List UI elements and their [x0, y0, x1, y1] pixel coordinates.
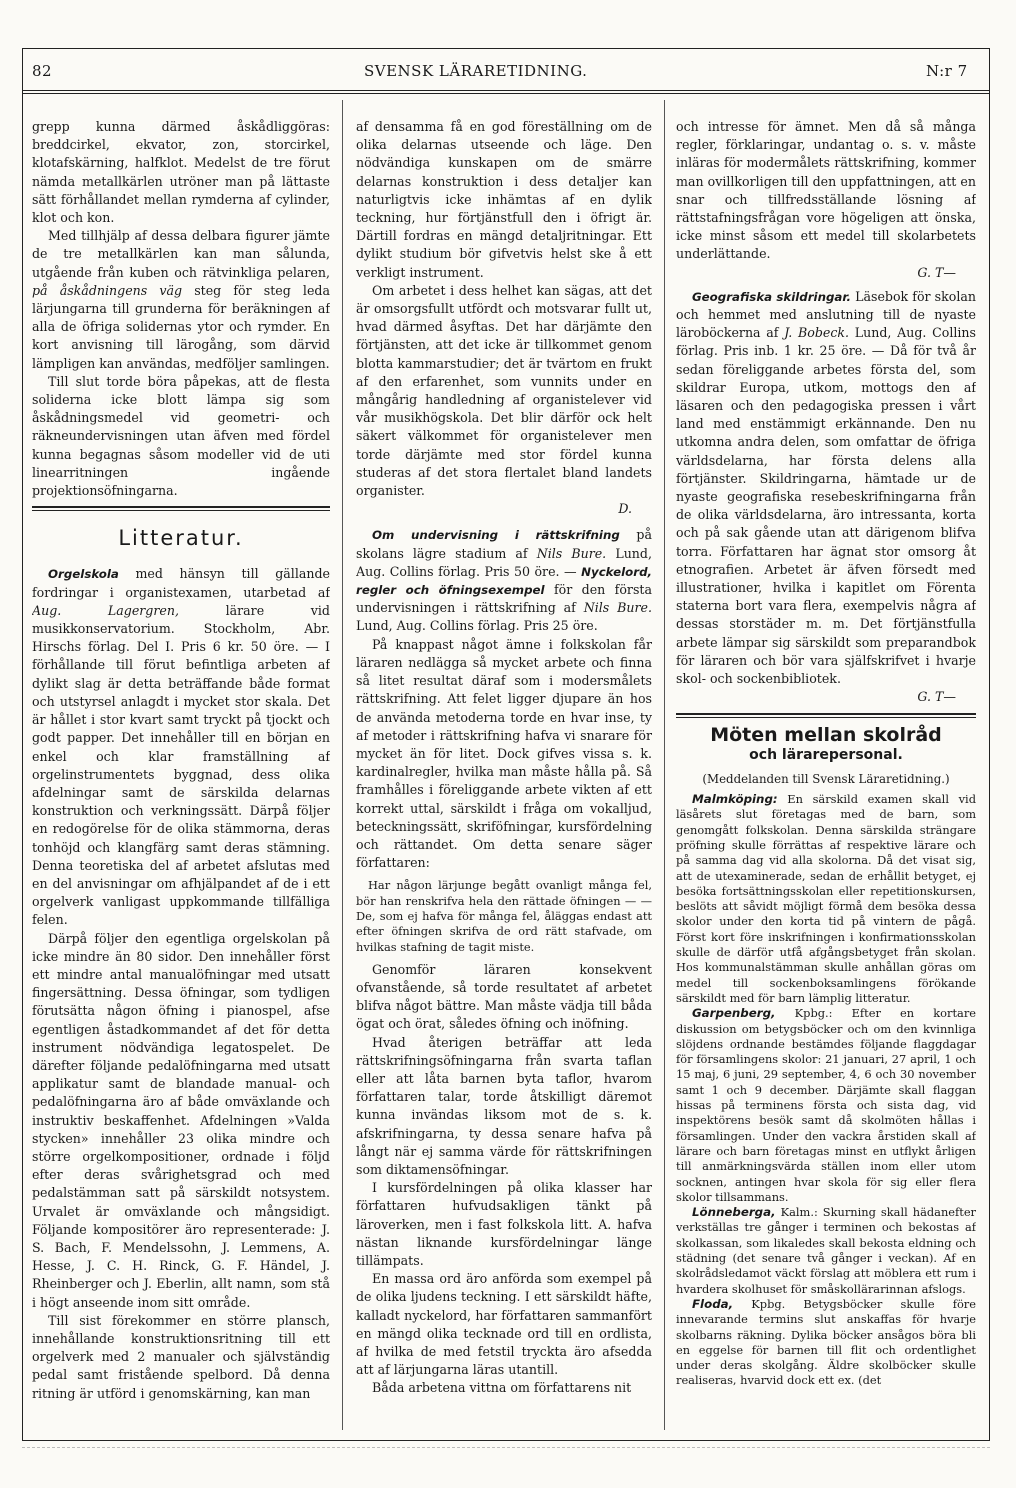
- quotation: Har någon lärjunge begått ovanligt många fel, bör han renskrifva hela den rättade öfningen — — De, som ej hafva för många fel, åläggas endast att efter öfningen skrifva de ord rätt stafvade, om hvilkas stafning de tagit miste.: [356, 878, 652, 954]
- paragraph: I kursfördelningen på olika klasser har författaren hufvudsakligen tänkt på läroverken, men i fast folkskola litt. A. hafva nästan liknande kursfördelningar länge tillämpats.: [356, 1180, 652, 1269]
- header-rule-2: [22, 93, 990, 94]
- bottom-perforation: [22, 1447, 990, 1448]
- section-divider: [32, 506, 330, 508]
- paragraph: af densamma få en god föreställning om de olika delarnas utseende och läge. Den nödvändiga kunskapen om de smärre delarnas konstruktion i dess detaljer kan naturligtvis icke inhämtas af en dylik teckning, hur förtjänstfull den i öfrigt är. Därtill fordras en mängd detaljritningar. Ett dylikt studium bör gifvetvis helst ske å ett verkligt instrument.: [356, 119, 652, 280]
- paragraph: Till sist förekommer en större plansch, innehållande konstruktionsritning till ett orgelverk med 2 manualer och självständig pedal samt fristående spelbord. Då denna ritning är utförd i genomskärning, kan man: [32, 1312, 330, 1401]
- signature: D.: [618, 501, 632, 517]
- journal-title: SVENSK LÄRARETIDNING.: [364, 62, 588, 80]
- paragraph: Därpå följer den egentliga orgelskolan på icke mindre än 80 sidor. Den innehåller först ett mindre antal manualöfningar med utsatt fingersättning. Dessa öfningar, som tydligen förutsätta någon öfning i pianospel, afse egentligen åstadkommandet af det för detta instrument nödvändiga legatospelet. De därefter följande pedalöfningarna med utsatt applikatur samt de blandade manual- och pedalöfningarna äro af både omväxlande och instruktiv beskaffenhet. Afdelningen »Valda stycken» innehåller 23 olika mindre och större orgelkompositioner, ordnade i följd efter deras svårighetsgrad och med pedalstämman satt på särskildt notsystem. Urvalet är omväxlande och mångsidigt. Följande kompositörer äro representerade: J. S. Bach, F. Mendelssohn, J. Lemmens, A. Hesse, J. C. H. Rinck, G. F. Händel, J. Rheinberger och J. Eberlin, allt namn, som stå i högt anseende inom sitt område.: [32, 930, 330, 1310]
- notice-lonneberga: Lönneberga, Kalm.: Skurning skall hädanefter verkställas tre gånger i terminen och bekostas af skolkassan, som likaledes skall bekosta eldning och städning (det senare två gånger i veckan). Af en skolrådsledamot väckt förslag att möblera ett rum i hvardera skolhuset för småskollärarinnan afslogs.: [676, 1205, 976, 1296]
- column-rule-1: [342, 100, 343, 1430]
- section-subtitle: och lärarepersonal.: [749, 746, 903, 763]
- review-geografiska: Geografiska skildringar. Läsebok för skolan och hemmet med anslutning till de nyaste läroböckerna af J. Bobeck. Lund, Aug. Collins förlag. Pris inb. 1 kr. 25 öre. — Då för två år sedan föreliggande arbetes första del, som skildrar Europa, utkom, mottogs den af läsaren och den pedagogiska pressen i vårt land med enstämmigt erkännande. Den nu utkomna andra delen, som omfattar de öfriga världsdelarna, har första delens alla förtjänster. Skildringarna, hämtade ur de nyaste geografiska resebeskrifningarna från de olika världsdelarna, äro intressanta, korta och på sak gående utan att därigenom blifva torra. Författaren har ägnat stor omsorg åt etnografien. Arbetet är äfven försedt med illustrationer, hvilka i kapitlet om Förenta staterna bort vara flera, exempelvis några af dessas storstäder m. m. Det förtjänstfulla arbete lämpar sig särskildt som preparandbok för läraren och bör vara själfskrifvet i hvarje skol- och sockenbibliotek.: [676, 288, 976, 687]
- page-frame-bottom: [22, 1440, 990, 1441]
- section-note: (Meddelanden till Svensk Läraretidning.): [702, 771, 950, 786]
- notice-garpenberg: Garpenberg, Kpbg.: Efter en kortare diskussion om betygsböcker och om den kvinnliga slöjdens ordnande bestämdes följande flaggdagar för församlingens skolor: 21 januari, 27 april, 1 och 15 maj, 6 juni, 29 september, 4, 6 och 30 november samt 1 och 9 december. Därjämte skall flaggan hissas på terminens första och sista dag, vid inspektörens besök samt då skolmöten hållas i församlingen. Under den vackra årstiden skall af lärare och barn företagas minst en utflykt årligen till anmärkningsvärda ställen inom eller utom socknen, antingen hvar skola för sig eller flera skolor tillsammans.: [676, 1006, 976, 1204]
- header-rule: [22, 90, 990, 91]
- paragraph: Hvad återigen beträffar att leda rättskrifningsöfningarna från svarta taflan eller att låta barnen byta taflor, hvarom författaren talar, torde åtskilligt däremot kunna invändas liksom mot de s. k. afskrifningarna, ty dessa senare hafva på långt när ej samma värde för rättskrifningen som diktamensöfningar.: [356, 1034, 652, 1178]
- section-title-litteratur: Litteratur.: [118, 526, 244, 551]
- signature: G. T—: [917, 264, 956, 280]
- section-divider-thin: [676, 717, 976, 718]
- column-rule-2: [664, 100, 665, 1430]
- paragraph: grepp kunna därmed åskådliggöras: breddcirkel, ekvator, zon, storcirkel, klotafskärning, halfklot. Medelst de tre förut nämda metallkärlen utröner man på lättaste sätt förhållandet mellan rymderna af cylinder, klot och kon.: [32, 119, 330, 226]
- section-title-moten: Möten mellan skolråd: [710, 723, 942, 746]
- paragraph: Till slut torde böra påpekas, att de flesta soliderna icke blott lämpa sig som åskådningsmedel vid geometri- och räkneundervisningen utan äfven med fördel kunna begagnas såsom modeller vid de uti linearritningen ingående projektionsöfningarna.: [32, 373, 330, 499]
- paragraph: Med tillhjälp af dessa delbara figurer jämte de tre metallkärlen kan man sålunda, utgående från kuben och rätvinkliga pelaren, på åskådningens väg steg för steg leda lärjungarna till grunderna för beräkningen af alla de öfriga solidernas ytor och rymder. En kort anvisning till lärogång, som därvid lämpligen kan användas, medföljer samlingen.: [32, 228, 330, 371]
- column-3: [676, 118, 976, 1428]
- review-orgelskola: Orgelskola med hänsyn till gällande fordringar i organistexamen, utarbetad af Aug. Lagergren, lärare vid musikkonservatorium. Stockholm, Abr. Hirschs förlag. Del I. Pris 6 kr. 50 öre. — I förhållande till förut befintliga arbeten af dylikt slag är detta beträffande både format och utstyrsel anlagdt i mycket stor skala. Det är hållet i stor kvart samt tryckt på tjockt och godt papper. Det innehåller till en början en enkel och klar framställning af orgelinstrumentets byggnad, dess olika afdelningar samt de särskilda delarnas konstruktion och verkningssätt. Därpå följer en redogörelse för de olika stämmorna, deras tonhöjd och klangfärg samt deras stämning. Denna teoretiska del af arbetet afslutas med en del anvisningar om afhjälpandet af de i ett orgelverk vanligast uppkommande tillfälliga felen.: [32, 566, 330, 928]
- paragraph: Båda arbetena vittna om författarens nit: [372, 1380, 632, 1396]
- issue-number: N:r 7: [926, 62, 968, 80]
- notice-malmkoping: Malmköping: En särskild examen skall vid läsårets slut företagas med de barn, som genomgått folkskolan. Denna särskilda strängare pröfning skulle förrättas af respektive lärare och på samma dag vid alla skolorna. Då det visat sig, att de utexaminerade, sedan de erhållit betyget, ej besöka fortsättningsskolan eller repetitionskursen, beslöts att såvidt möjligt förmå dem besöka dessa skolor under den korta tid på vintern de pågå. Först kort före inskrifningen i konfirmationsskolan skulle de därför utfå afgångsbetyget från skolan. Hos kommunalstämman skulle anhållan göras om medel till sockenboksamlingens förökande särskildt med för barn lämplig litteratur.: [676, 792, 976, 1005]
- section-divider-thin: [32, 510, 330, 511]
- page-number: 82: [32, 62, 53, 80]
- notice-floda: Floda, Kpbg. Betygsböcker skulle före innevarande termins slut anskaffas för hvarje skolbarns räkning. Dylika böcker ansågos böra bli en eggelse för barnen till flit och ordentlighet under deras skolgång. Äldre skolböcker skulle realiseras, hvarvid dock ett ex. (det: [676, 1296, 976, 1388]
- column-1: [32, 118, 330, 1428]
- paragraph: En massa ord äro anförda som exempel på de olika ljudens teckning. I ett särskildt häfte, kalladt nyckelord, har författaren sammanfört en mängd olika tecknade ord till en ordlista, af hvilka de med fetstil tryckta äro afsedda att af lärjungarna läras utantill.: [356, 1271, 652, 1378]
- review-rattskrifning: Om undervisning i rättskrifning på skolans lägre stadium af Nils Bure. Lund, Aug. Collins förlag. Pris 50 öre. — Nyckelord, regler och öfningsexempel för den första undervisningen i rättskrifning af Nils Bure. Lund, Aug. Collins förlag. Pris 25 öre.: [356, 527, 652, 634]
- paragraph: Om arbetet i dess helhet kan sägas, att det är omsorgsfullt utfördt och motsvarar fullt ut, hvad därmed åsyftas. Det har därjämte den förtjänsten, att det icke är tillkommet genom blotta kammarstudier; det är tvärtom en frukt af den erfarenhet, som vunnits under en mångårig handledning af organistelever vid vår musikhögskola. Det blir därför ock helt säkert välkommet för organistelever men torde därjämte med stor fördel kunna studeras af det stora flertalet bland landets organister.: [356, 282, 652, 499]
- column-2: [356, 118, 652, 1428]
- paragraph: och intresse för ämnet. Men då så många regler, förklaringar, undantag o. s. v. måste inläras för modermålets rättskrifning, kommer man ovillkorligen till den uppfattningen, att en snar och tillfredsställande lösning af rättstafningsfrågan vore högeligen att önska, icke minst såsom ett medel till skolarbetets underlättande.: [676, 119, 976, 262]
- paragraph: Genomför läraren konsekvent ofvanstående, så torde resultatet af arbetet blifva något bättre. Man måste vädja till båda ögat och örat, således öfning och inöfning.: [356, 961, 652, 1032]
- signature: G. T—: [917, 689, 956, 705]
- paragraph: På knappast något ämne i folkskolan får läraren nedlägga så mycket arbete och finna så litet resultat däraf som i modersmålets rättskrifning. Att felet ligger djupare än hos de använda metoderna torde en hvar inse, ty af metoder i rättskrifning hafva vi snarare för mycket än för litet. Dock gifves vissa s. k. kardinalregler, hvilka man måste hålla på. Så framhålles i föreliggande arbete vikten af ett korrekt uttal, särskildt i fråga om vokalljud, beteckningssätt, skriföfningar, kursfördelning och rättandet. Om detta senare säger författaren:: [356, 636, 652, 871]
- section-divider: [676, 713, 976, 715]
